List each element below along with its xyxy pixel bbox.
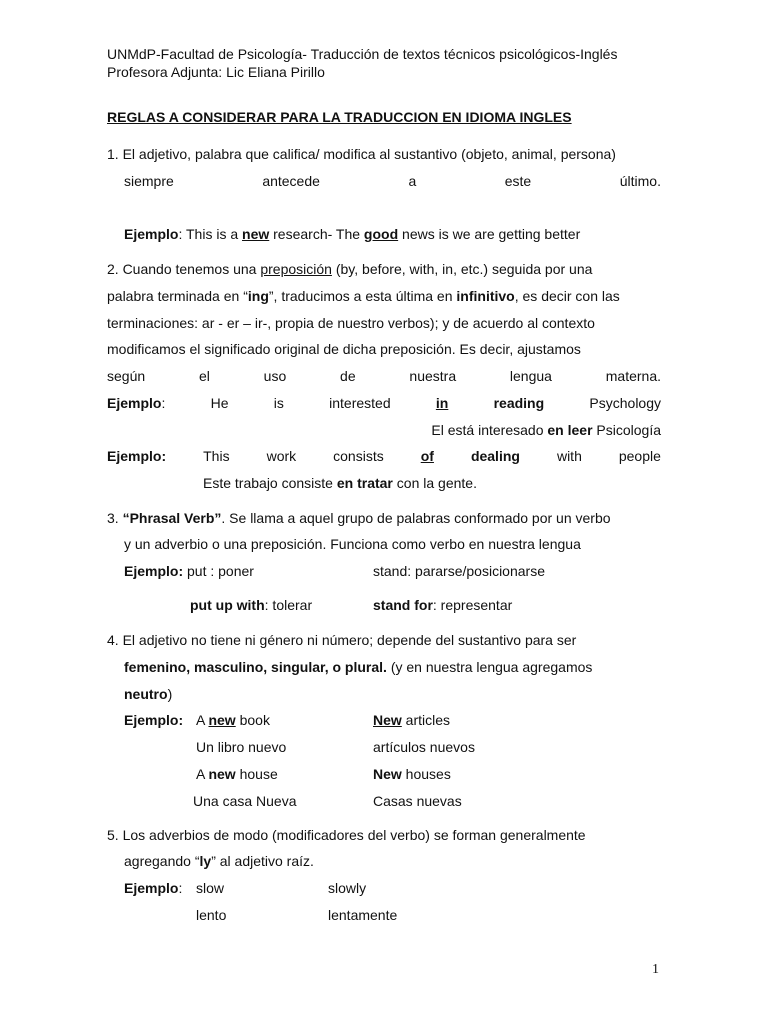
rule-5-example-label [124, 880, 182, 897]
rule-2-example-1 [107, 395, 661, 412]
word: is [273, 395, 284, 411]
keyword: dealing [470, 448, 520, 464]
example-label: Ejemplo: [107, 448, 167, 464]
example-label: Ejemplo [107, 395, 162, 411]
word: He [210, 395, 229, 411]
rule-2-example-1-translation [431, 422, 661, 439]
word: de [340, 368, 356, 384]
word: people [618, 448, 661, 464]
word: with [556, 448, 582, 464]
rule-4-example-label: Ejemplo: [124, 712, 184, 728]
word: último. [619, 173, 661, 189]
word: This [203, 448, 230, 464]
keyword: ing [247, 288, 269, 304]
word: el [198, 368, 210, 384]
text: Psicología [592, 422, 661, 438]
text: : [161, 395, 166, 411]
text: articles [401, 712, 451, 728]
rule-2-line-1 [107, 261, 592, 278]
text: ”, traducimos a esta última en [268, 288, 457, 304]
keyword: New [373, 712, 402, 728]
word: nuestra [409, 368, 457, 384]
text: (by, before, with, in, etc.) seguida por una [331, 261, 593, 277]
rule-5-example-b2: lentamente [328, 907, 398, 923]
rule-5-example-a1: slow [196, 880, 225, 896]
rule-2-line-2 [107, 288, 620, 305]
keyword: “Phrasal Verb” [122, 510, 222, 526]
text: : tolerar [264, 597, 313, 613]
text: A [196, 766, 209, 782]
rule-3-example-3 [190, 597, 312, 614]
keyword: femenino, masculino, singular, o plural. [124, 659, 387, 675]
rule-5-line-2 [124, 853, 314, 870]
header-line-1: UNMdP-Facultad de Psicología- Traducción de textos técnicos psicológicos-Inglés [107, 46, 618, 62]
keyword: reading [493, 395, 545, 411]
rule-3-example-2: stand: pararse/posicionarse [373, 563, 545, 579]
text: A [196, 712, 209, 728]
rule-2-example-2 [107, 448, 661, 465]
text: 2. Cuando tenemos una [107, 261, 261, 277]
text: put : poner [183, 563, 254, 579]
rule-2-example-2-translation [203, 475, 477, 492]
rule-5-example-a2: lento [196, 907, 227, 923]
rule-2-line-3: terminaciones: ar - er – ir-, propia de nuestro verbos); y de acuerdo al contexto [107, 315, 595, 331]
keyword: of [420, 448, 434, 464]
rule-2-line-5 [107, 368, 661, 385]
rule-4-example-b1 [373, 712, 450, 729]
page-number: 1 [652, 962, 659, 977]
word: interested [329, 395, 391, 411]
example-text: : This is a [178, 226, 243, 242]
example-text: research- The [269, 226, 364, 242]
rule-3-line-1 [107, 510, 611, 527]
keyword: in [435, 395, 449, 411]
document-title: REGLAS A CONSIDERAR PARA LA TRADUCCION EN IDIOMA INGLES [107, 109, 572, 125]
rule-4-example-b3 [373, 766, 451, 783]
example-label: Ejemplo [124, 226, 179, 242]
example-label: Ejemplo [124, 880, 179, 896]
text: . Se llama a aquel grupo de palabras conformado por un verbo [221, 510, 611, 526]
text: (y en nuestra lengua agregamos [386, 659, 593, 675]
text: , es decir con las [514, 288, 620, 304]
example-keyword: new [242, 226, 270, 242]
text: ” al adjetivo raíz. [211, 853, 314, 869]
keyword: en leer [547, 422, 593, 438]
text: con la gente. [392, 475, 477, 491]
keyword: preposición [260, 261, 332, 277]
text: agregando “ [124, 853, 200, 869]
text: house [235, 766, 278, 782]
word: a [408, 173, 417, 189]
text: 3. [107, 510, 123, 526]
text: palabra terminada en “ [107, 288, 248, 304]
rule-2-line-4: modificamos el significado original de dicha preposición. Es decir, ajustamos [107, 341, 581, 357]
word: lengua [509, 368, 552, 384]
rule-4-line-3 [124, 686, 172, 703]
rule-1-example [124, 226, 580, 243]
header-line-2: Profesora Adjunta: Lic Eliana Pirillo [107, 64, 325, 80]
rule-3-example-4 [373, 597, 512, 614]
word: materna. [605, 368, 661, 384]
rule-4-example-a3 [196, 766, 278, 783]
example-keyword: good [363, 226, 399, 242]
word: consists [333, 448, 384, 464]
word: uso [263, 368, 287, 384]
word: work [266, 448, 297, 464]
example-text: news is we are getting better [398, 226, 581, 242]
word: según [107, 368, 146, 384]
word: antecede [262, 173, 320, 189]
word: Psychology [589, 395, 661, 411]
rule-4-example-a2: Un libro nuevo [196, 739, 287, 755]
text: : [178, 880, 183, 896]
rule-4-example-b2: artículos nuevos [373, 739, 475, 755]
rule-3-example-1 [124, 563, 254, 580]
word: este [504, 173, 532, 189]
rule-5-line-1: 5. Los adverbios de modo (modificadores del verbo) se forman generalmente [107, 827, 586, 843]
word: siempre [124, 173, 174, 189]
example-label: Ejemplo: [124, 563, 184, 579]
keyword: new [208, 766, 236, 782]
keyword: New [373, 766, 402, 782]
rule-4-example-b4: Casas nuevas [373, 793, 462, 809]
text: houses [401, 766, 451, 782]
rule-4-example-a4: Una casa Nueva [193, 793, 297, 809]
keyword: neutro [124, 686, 168, 702]
text: ) [167, 686, 173, 702]
keyword: stand for [373, 597, 433, 613]
rule-4-line-2 [124, 659, 592, 676]
text: El está interesado [431, 422, 548, 438]
keyword: new [208, 712, 236, 728]
rule-3-line-2: y un adverbio o una preposición. Funciona como verbo en nuestra lengua [124, 536, 581, 552]
rule-1-line-1: 1. El adjetivo, palabra que califica/ modifica al sustantivo (objeto, animal, persona) [107, 146, 616, 162]
text: Este trabajo consiste [203, 475, 337, 491]
rule-4-line-1: 4. El adjetivo no tiene ni género ni número; depende del sustantivo para ser [107, 632, 577, 648]
text: book [235, 712, 270, 728]
rule-4-example-a1 [196, 712, 270, 729]
rule-1-line-2 [124, 173, 661, 190]
text: : representar [432, 597, 513, 613]
keyword: put up with [190, 597, 265, 613]
keyword: ly [199, 853, 212, 869]
keyword: infinitivo [456, 288, 515, 304]
keyword: en tratar [336, 475, 393, 491]
rule-5-example-b1: slowly [328, 880, 367, 896]
